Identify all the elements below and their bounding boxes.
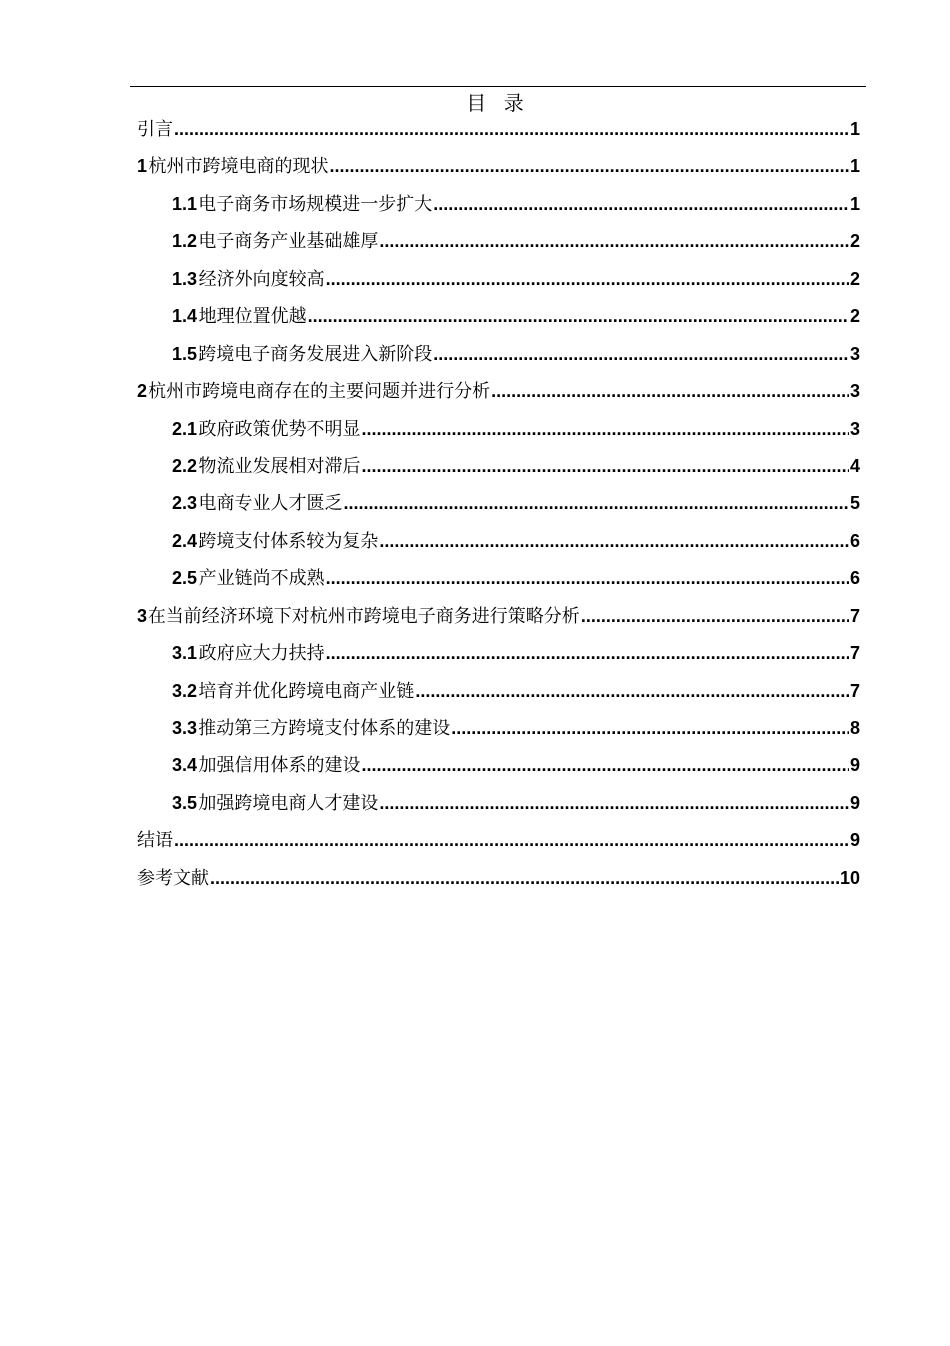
toc-entry-number: 3 (137, 605, 148, 626)
toc-entry-number: 2.3 (172, 493, 198, 514)
toc-entry-page-number: 1 (849, 193, 860, 214)
toc-entry[interactable] (137, 785, 860, 822)
toc-entry-title: 加强跨境电商人才建设 (198, 792, 379, 813)
toc-dot-leader (174, 822, 849, 859)
toc-entry-number: 1 (137, 156, 148, 177)
toc-entry-title: 推动第三方跨境支付体系的建设 (198, 718, 451, 738)
toc-entry-page-number: 3 (849, 343, 860, 364)
header-rule (130, 86, 866, 87)
toc-dot-leader (451, 710, 849, 747)
toc-entry-title: 加强信用体系的建设 (198, 755, 361, 776)
toc-entry[interactable] (137, 822, 860, 859)
toc-entry[interactable] (137, 747, 860, 784)
toc-entry[interactable] (137, 673, 860, 710)
table-of-contents (137, 111, 860, 897)
toc-entry-number: 2 (137, 381, 148, 402)
toc-entry[interactable] (137, 598, 860, 635)
toc-dot-leader (344, 485, 849, 522)
toc-entry-title: 参考文献 (137, 867, 209, 888)
toc-entry-page-number: 7 (849, 643, 860, 664)
toc-entry-page-number: 10 (839, 867, 860, 888)
toc-dot-leader (581, 598, 849, 635)
toc-entry[interactable] (137, 148, 860, 185)
toc-entry-page-number: 3 (849, 381, 860, 402)
toc-entry-title: 地理位置优越 (198, 306, 307, 327)
toc-entry[interactable] (137, 186, 860, 223)
toc-entry-title: 培育并优化跨境电商产业链 (198, 680, 415, 701)
toc-entry-page-number: 5 (849, 493, 860, 514)
toc-entry-number: 2.2 (172, 455, 198, 476)
toc-dot-leader (379, 223, 849, 260)
toc-entry[interactable] (137, 373, 860, 410)
toc-entry-page-number: 6 (849, 530, 860, 551)
toc-entry-page-number: 3 (849, 418, 860, 439)
toc-entry-page-number: 9 (849, 792, 860, 813)
toc-dot-leader (433, 186, 849, 223)
toc-dot-leader (361, 448, 849, 485)
toc-dot-leader (433, 336, 849, 373)
toc-entry-title: 跨境支付体系较为复杂 (198, 530, 379, 551)
toc-entry-page-number: 7 (849, 605, 860, 626)
toc-entry-page-number: 1 (849, 119, 860, 139)
toc-entry-page-number: 4 (849, 455, 860, 476)
toc-entry-number: 1.1 (172, 193, 198, 214)
toc-entry[interactable] (137, 635, 860, 672)
toc-entry[interactable] (137, 560, 860, 597)
toc-entry[interactable] (137, 298, 860, 335)
toc-entry-page-number: 9 (849, 830, 860, 851)
toc-entry-number: 3.2 (172, 680, 198, 701)
toc-dot-leader (379, 785, 849, 822)
toc-dot-leader (361, 747, 849, 784)
toc-entry-title: 在当前经济环境下对杭州市跨境电子商务进行策略分析 (147, 605, 580, 626)
toc-entry-title: 政府政策优势不明显 (198, 418, 361, 439)
toc-entry-page-number: 2 (849, 231, 860, 252)
toc-dot-leader (326, 261, 849, 298)
toc-entry-number: 3.4 (172, 755, 198, 776)
toc-entry-page-number: 8 (849, 718, 860, 738)
toc-entry-title: 电子商务市场规模进一步扩大 (198, 193, 433, 214)
toc-entry-title: 电子商务产业基础雄厚 (198, 231, 379, 252)
toc-dot-leader (361, 411, 849, 448)
toc-entry-title: 产业链尚不成熟 (198, 568, 325, 589)
toc-entry-page-number: 9 (849, 755, 860, 776)
toc-entry-page-number: 2 (849, 268, 860, 289)
toc-entry-title: 政府应大力扶持 (198, 643, 325, 664)
toc-entry[interactable] (137, 523, 860, 560)
toc-entry-page-number: 2 (849, 306, 860, 327)
toc-entry-title: 物流业发展相对滞后 (198, 455, 361, 476)
toc-entry[interactable] (137, 710, 860, 747)
toc-dot-leader (491, 373, 849, 410)
toc-title: 目 录 (466, 93, 530, 115)
toc-entry[interactable] (137, 411, 860, 448)
toc-entry[interactable] (137, 860, 860, 897)
toc-dot-leader (174, 111, 849, 148)
toc-entry-title: 经济外向度较高 (198, 268, 325, 289)
toc-entry[interactable] (137, 336, 860, 373)
toc-entry-number: 3.5 (172, 792, 198, 813)
toc-entry-number: 2.1 (172, 418, 198, 439)
toc-entry-page-number: 1 (849, 156, 860, 177)
toc-entry-title: 结语 (137, 830, 173, 851)
toc-entry[interactable] (137, 111, 860, 148)
toc-entry-number: 2.5 (172, 568, 198, 589)
toc-dot-leader (330, 148, 849, 185)
toc-entry[interactable] (137, 261, 860, 298)
toc-dot-leader (210, 860, 839, 897)
toc-dot-leader (379, 523, 849, 560)
toc-entry-number: 1.2 (172, 231, 198, 252)
toc-entry-number: 1.3 (172, 268, 198, 289)
toc-entry[interactable] (137, 223, 860, 260)
toc-entry-number: 3.1 (172, 643, 198, 664)
toc-entry-number: 3.3 (172, 718, 198, 738)
toc-entry-title: 引言 (137, 119, 173, 139)
toc-entry[interactable] (137, 485, 860, 522)
toc-dot-leader (326, 635, 849, 672)
toc-entry-title: 跨境电子商务发展进入新阶段 (198, 343, 433, 364)
toc-entry-title: 杭州市跨境电商的现状 (148, 156, 329, 177)
toc-dot-leader (308, 298, 849, 335)
toc-entry-number: 1.5 (172, 343, 198, 364)
toc-entry-number: 1.4 (172, 306, 198, 327)
toc-entry[interactable] (137, 448, 860, 485)
toc-entry-number: 2.4 (172, 530, 198, 551)
toc-entry-title: 电商专业人才匮乏 (198, 493, 343, 514)
toc-dot-leader (326, 560, 849, 597)
toc-dot-leader (415, 673, 849, 710)
toc-entry-page-number: 6 (849, 568, 860, 589)
toc-entry-title: 杭州市跨境电商存在的主要问题并进行分析 (148, 381, 491, 402)
toc-entry-page-number: 7 (849, 680, 860, 701)
